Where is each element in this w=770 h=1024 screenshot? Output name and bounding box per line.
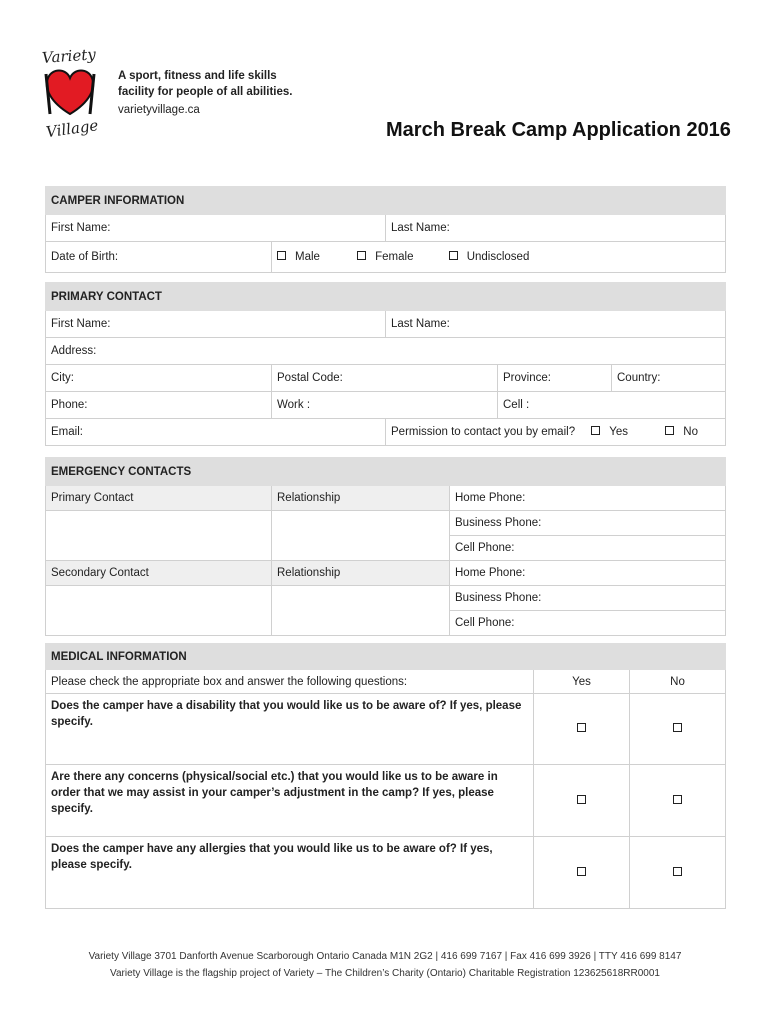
checkbox-icon[interactable] xyxy=(449,251,458,260)
permission-question: Permission to contact you by email? xyxy=(391,426,576,438)
primary-contact-label: Primary Contact xyxy=(46,486,272,511)
yes-column-header: Yes xyxy=(534,670,630,694)
option-label: Female xyxy=(375,251,414,263)
primary-postal-code-field[interactable] xyxy=(272,365,498,392)
no-column-header: No xyxy=(630,670,726,694)
tagline xyxy=(118,68,358,100)
gender-options xyxy=(272,242,726,273)
checkbox-icon[interactable] xyxy=(577,795,586,804)
field-label: First Name: xyxy=(51,222,111,234)
option-label: Male xyxy=(295,251,320,263)
field-label: Cell : xyxy=(503,399,530,411)
section-title: MEDICAL INFORMATION xyxy=(46,644,726,670)
primary-cell-phone-field[interactable] xyxy=(498,392,726,419)
secondary-relationship-label: Relationship xyxy=(272,561,450,586)
field-label: Date of Birth: xyxy=(51,251,119,263)
primary-cell-phone-field[interactable] xyxy=(450,536,726,561)
permission-yes-option[interactable] xyxy=(591,426,628,438)
primary-relationship-field[interactable] xyxy=(272,511,450,561)
footer-charity-line: Variety Village is the flagship project of Variety – The Children’s Charity (Ontario) Charitable Registration 123625618RR0001 xyxy=(110,968,660,979)
secondary-relationship-field[interactable] xyxy=(272,586,450,636)
primary-home-phone-field[interactable] xyxy=(450,486,726,511)
field-label: Country: xyxy=(617,372,661,384)
medical-question-1: Does the camper have a disability that you would like us to be aware of? If yes, please specify. xyxy=(46,694,534,765)
primary-province-field[interactable] xyxy=(498,365,612,392)
field-label: Work : xyxy=(277,399,311,411)
primary-contact-table xyxy=(45,282,726,446)
section-title: EMERGENCY CONTACTS xyxy=(46,458,726,486)
field-label: Last Name: xyxy=(391,318,450,330)
primary-contact-name-field[interactable] xyxy=(46,511,272,561)
primary-country-field[interactable] xyxy=(612,365,726,392)
primary-city-field[interactable] xyxy=(46,365,272,392)
field-label: Postal Code: xyxy=(277,372,343,384)
option-label: Undisclosed xyxy=(466,251,530,263)
primary-address-field[interactable] xyxy=(46,338,726,365)
footer-address-line: Variety Village 3701 Danforth Avenue Scarborough Ontario Canada M1N 2G2 | 416 699 7167 | Fax 416 699 3926 | TTY 416 699 8147 xyxy=(88,951,682,962)
tagline-line1: A sport, fitness and life skills xyxy=(118,70,277,82)
field-label: City: xyxy=(51,372,74,384)
secondary-cell-phone-field[interactable] xyxy=(450,611,726,636)
question-1-yes[interactable] xyxy=(534,694,630,765)
variety-village-logo xyxy=(40,44,110,140)
gender-female-option[interactable] xyxy=(357,251,413,263)
page-title: March Break Camp Application 2016 xyxy=(386,119,731,141)
checkbox-icon[interactable] xyxy=(591,426,600,435)
checkbox-icon[interactable] xyxy=(665,426,674,435)
primary-business-phone-field[interactable] xyxy=(450,511,726,536)
medical-instructions: Please check the appropriate box and answer the following questions: xyxy=(46,670,534,694)
option-label: No xyxy=(683,426,698,438)
secondary-contact-name-field[interactable] xyxy=(46,586,272,636)
medical-question-3: Does the camper have any allergies that you would like us to be aware of? If yes, please specify. xyxy=(46,837,534,909)
medical-information-table xyxy=(45,643,726,909)
checkbox-icon[interactable] xyxy=(357,251,366,260)
gender-undisclosed-option[interactable] xyxy=(449,251,530,263)
section-title: PRIMARY CONTACT xyxy=(46,283,726,311)
camper-information-table xyxy=(45,186,726,273)
permission-no-option[interactable] xyxy=(665,426,698,438)
website-link[interactable]: varietyvillage.ca xyxy=(118,104,200,116)
field-label: Last Name: xyxy=(391,222,450,234)
email-permission xyxy=(386,419,726,446)
secondary-business-phone-field[interactable] xyxy=(450,586,726,611)
checkbox-icon[interactable] xyxy=(577,723,586,732)
field-label: Business Phone: xyxy=(455,592,542,604)
primary-phone-field[interactable] xyxy=(46,392,272,419)
primary-work-phone-field[interactable] xyxy=(272,392,498,419)
field-label: Cell Phone: xyxy=(455,617,515,629)
camper-dob-field[interactable] xyxy=(46,242,272,273)
field-label: Cell Phone: xyxy=(455,542,515,554)
question-2-no[interactable] xyxy=(630,765,726,837)
field-label: Home Phone: xyxy=(455,567,526,579)
medical-question-2: Are there any concerns (physical/social etc.) that you would like us to be aware in order that we may assist in your camper’s adjustment in the camp? If yes, please specify. xyxy=(46,765,534,837)
field-label: Province: xyxy=(503,372,551,384)
gender-male-option[interactable] xyxy=(277,251,320,263)
field-label: Phone: xyxy=(51,399,88,411)
logo-text-top: Variety xyxy=(41,45,97,67)
field-label: Email: xyxy=(51,426,83,438)
camper-first-name-field[interactable] xyxy=(46,215,386,242)
option-label: Yes xyxy=(609,426,629,438)
emergency-contacts-table xyxy=(45,457,726,636)
checkbox-icon[interactable] xyxy=(673,795,682,804)
logo-text-bottom: Village xyxy=(44,116,100,140)
tagline-line2: facility for people of all abilities. xyxy=(118,86,293,98)
field-label: First Name: xyxy=(51,318,111,330)
question-1-no[interactable] xyxy=(630,694,726,765)
primary-last-name-field[interactable] xyxy=(386,311,726,338)
primary-first-name-field[interactable] xyxy=(46,311,386,338)
field-label: Address: xyxy=(51,345,97,357)
camper-last-name-field[interactable] xyxy=(386,215,726,242)
question-2-yes[interactable] xyxy=(534,765,630,837)
checkbox-icon[interactable] xyxy=(277,251,286,260)
section-title: CAMPER INFORMATION xyxy=(46,187,726,215)
field-label: Business Phone: xyxy=(455,517,542,529)
primary-email-field[interactable] xyxy=(46,419,386,446)
field-label: Home Phone: xyxy=(455,492,526,504)
checkbox-icon[interactable] xyxy=(673,867,682,876)
question-3-no[interactable] xyxy=(630,837,726,909)
footer xyxy=(0,948,770,982)
secondary-contact-label: Secondary Contact xyxy=(46,561,272,586)
checkbox-icon[interactable] xyxy=(577,867,586,876)
secondary-home-phone-field[interactable] xyxy=(450,561,726,586)
primary-relationship-label: Relationship xyxy=(272,486,450,511)
checkbox-icon[interactable] xyxy=(673,723,682,732)
question-3-yes[interactable] xyxy=(534,837,630,909)
